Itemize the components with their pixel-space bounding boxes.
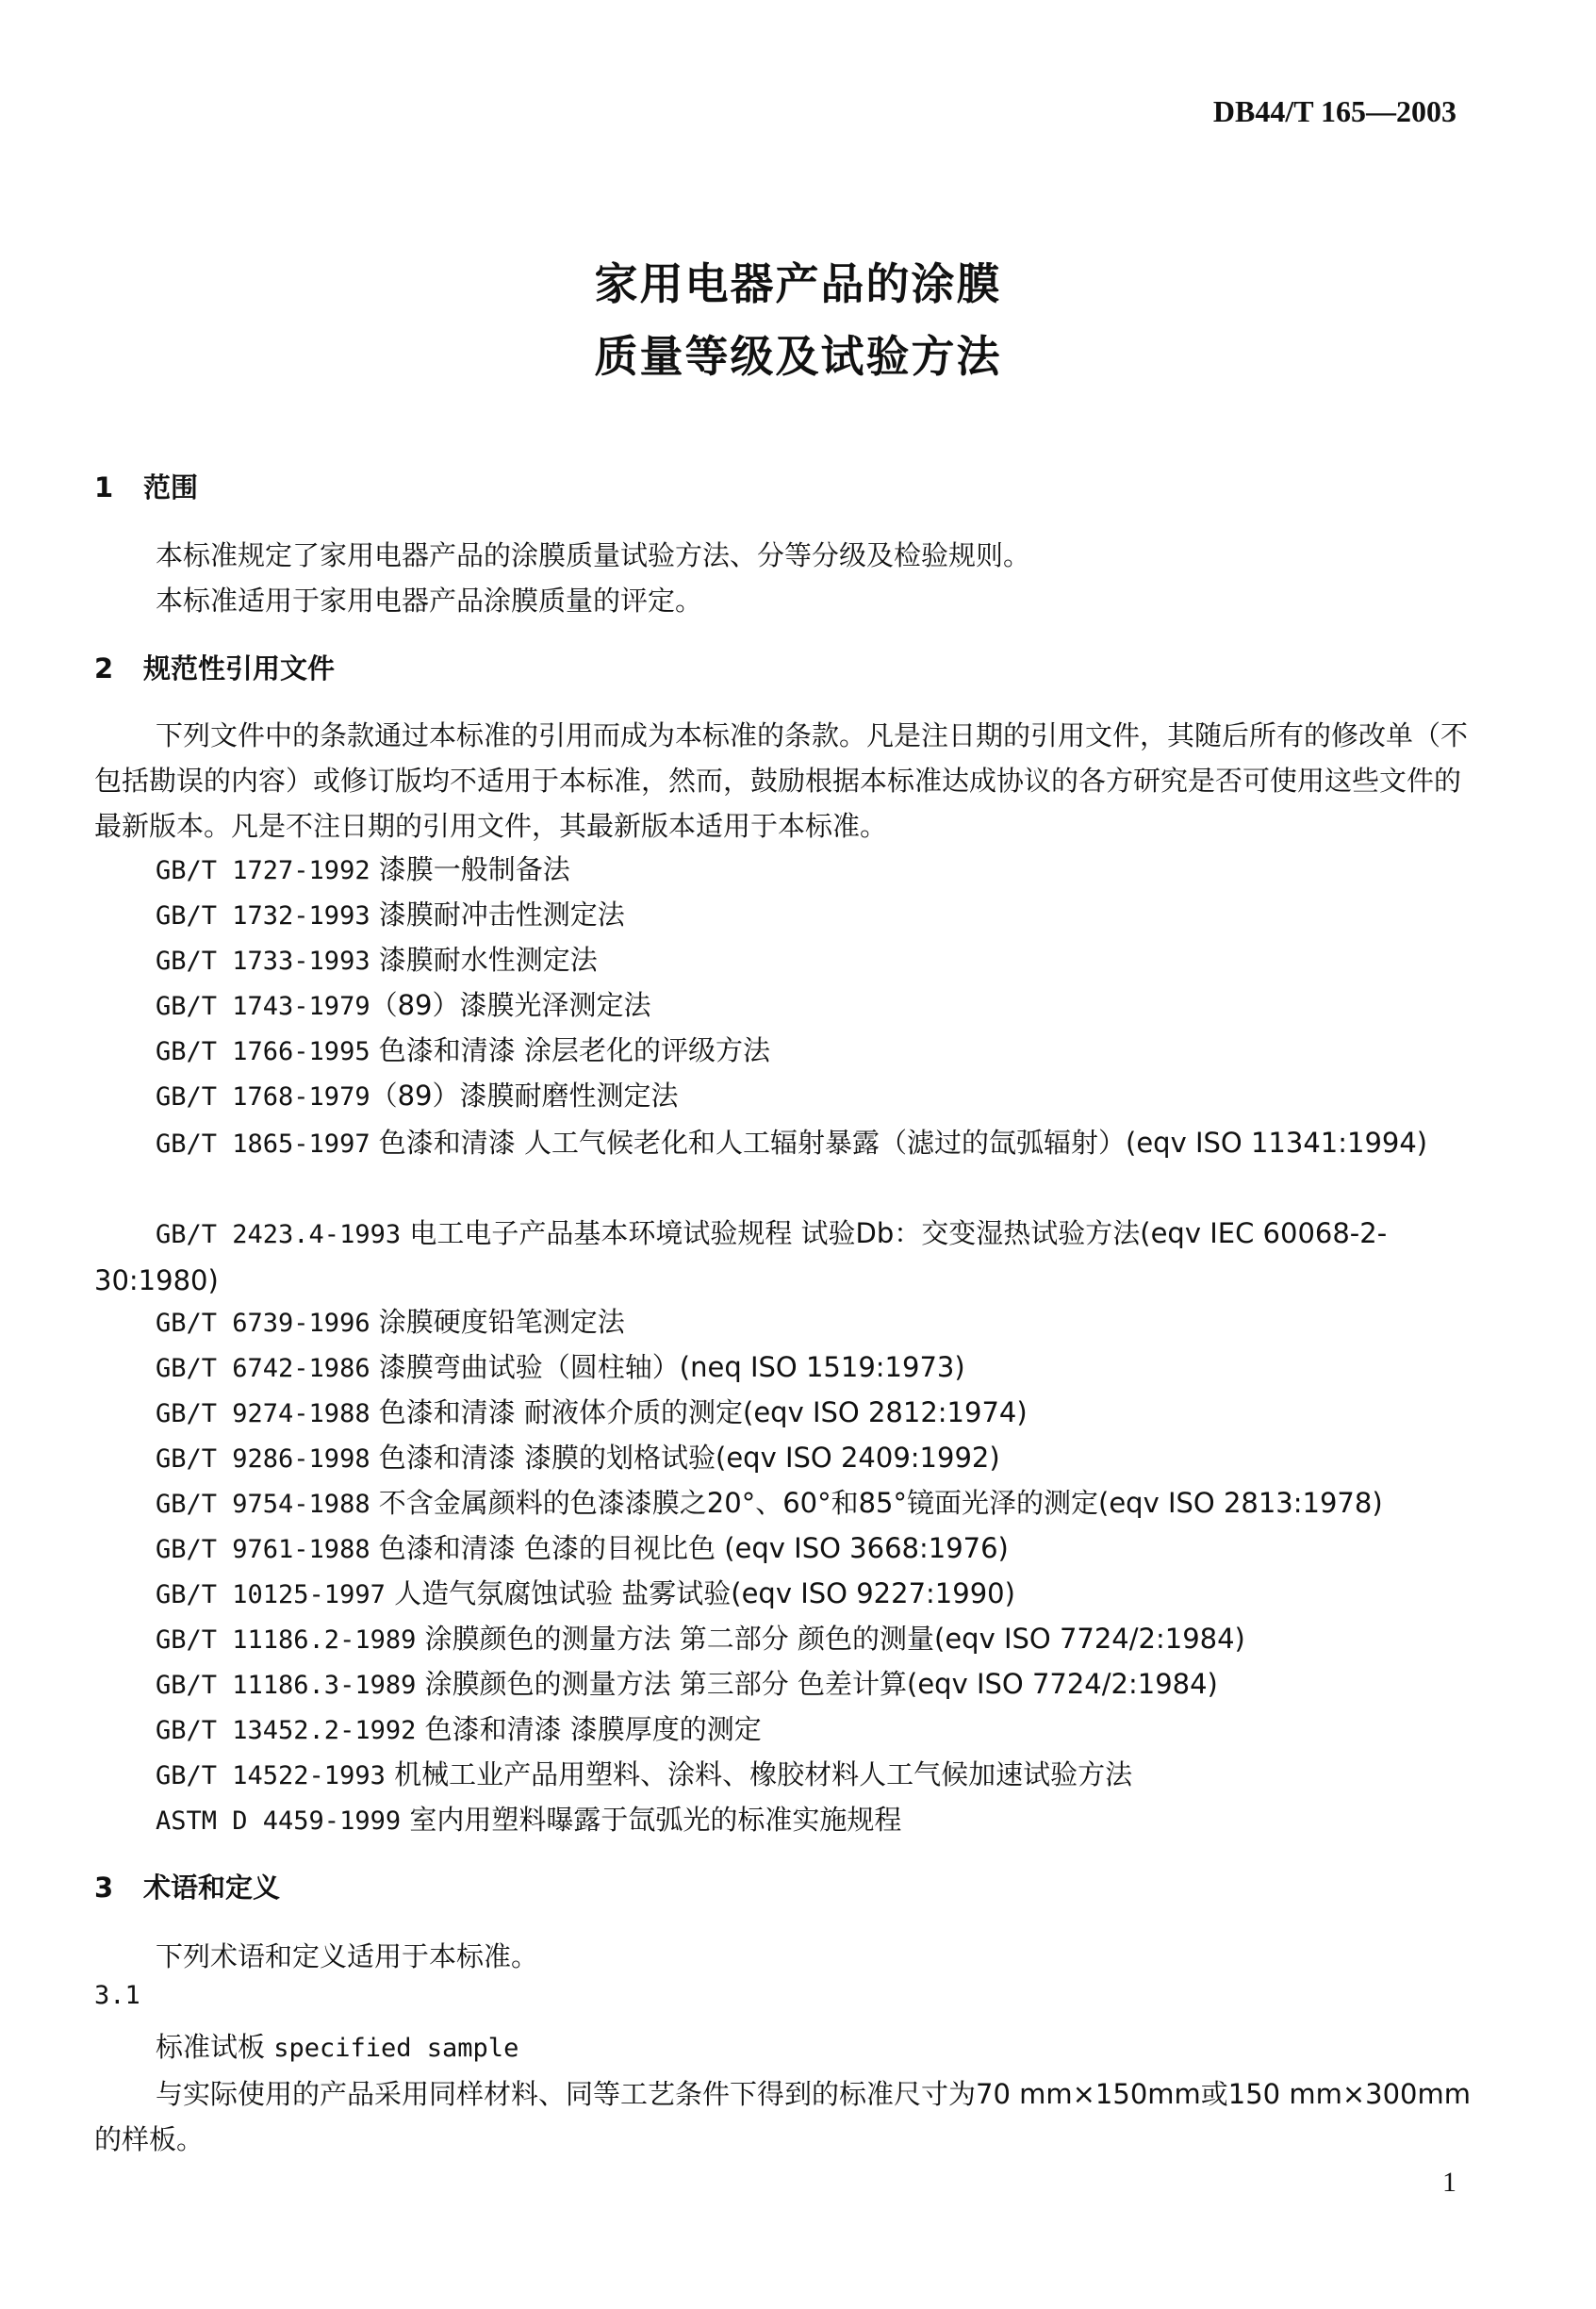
reference-code: GB/T 9761-1988: [156, 1535, 370, 1564]
reference-title: 色漆和清漆 耐液体介质的测定(eqv ISO 2812:1974): [378, 1396, 1028, 1428]
section-title: 范围: [143, 471, 199, 503]
reference-title: 色漆和清漆 漆膜厚度的测定: [424, 1713, 762, 1745]
section-1-para-2: 本标准适用于家用电器产品涂膜质量的评定。: [156, 585, 703, 617]
section-number: 3: [94, 1872, 114, 1904]
section-1-heading: [94, 467, 198, 505]
reference-item: [156, 1030, 770, 1068]
section-3-intro: 下列术语和定义适用于本标准。: [156, 1940, 539, 1972]
reference-item: [156, 1346, 965, 1385]
reference-code: GB/T 6742-1986: [156, 1354, 370, 1383]
reference-code: GB/T 1865-1997: [156, 1130, 370, 1159]
page-number: 1: [1442, 2167, 1456, 2198]
subsection-number: 3.1: [94, 1981, 140, 2010]
title-line-1: 家用电器产品的涂膜: [594, 258, 1002, 309]
reference-title: 不含金属颜料的色漆漆膜之20°、60°和85°镜面光泽的测定(eqv ISO 2813:1978): [378, 1487, 1383, 1519]
reference-title: 机械工业产品用塑料、涂料、橡胶材料人工气候加速试验方法: [394, 1758, 1133, 1790]
reference-item: [156, 1482, 1383, 1521]
reference-title: 人造气氛腐蚀试验 盐雾试验(eqv ISO 9227:1990): [394, 1577, 1015, 1609]
reference-code: GB/T 13452.2-1992: [156, 1716, 417, 1745]
reference-item: [156, 1301, 625, 1340]
reference-item: [156, 1708, 762, 1747]
reference-title: 涂膜硬度铅笔测定法: [378, 1306, 625, 1338]
reference-code: GB/T 1727-1992: [156, 856, 370, 885]
section-2-intro: 下列文件中的条款通过本标准的引用而成为本标准的条款。凡是注日期的引用文件，其随后所有的修改单（不包括勘误的内容）或修订版均不适用于本标准，然而，鼓励根据本标准达成协议的各方研究是否可使用这些文件的最新版本。凡是不注日期的引用文件，其最新版本适用于本标准。: [94, 719, 1469, 842]
reference-code: GB/T 11186.2-1989: [156, 1625, 417, 1655]
title-line-2: 质量等级及试验方法: [594, 331, 1002, 382]
document-id: DB44/T 165—2003: [1212, 94, 1456, 128]
reference-title: 色漆和清漆 人工气候老化和人工辐射暴露（滤过的氙弧辐射）(eqv ISO 11341:1994): [378, 1127, 1428, 1159]
reference-title: 色漆和清漆 漆膜的划格试验(eqv ISO 2409:1992): [378, 1442, 1000, 1474]
reference-code: GB/T 1766-1995: [156, 1037, 370, 1066]
reference-code: GB/T 1743-1979: [156, 992, 370, 1021]
reference-code: GB/T 9286-1998: [156, 1444, 370, 1474]
reference-code: GB/T 2423.4-1993: [156, 1220, 402, 1249]
reference-title: 电工电子产品基本环境试验规程 试验Db：交变湿热试验方法(eqv IEC 60068-2-30:1980): [94, 1217, 1388, 1296]
reference-title: 涂膜颜色的测量方法 第二部分 颜色的测量(eqv ISO 7724/2:1984): [424, 1623, 1245, 1655]
reference-item: [156, 1618, 1245, 1657]
reference-item: [156, 894, 625, 932]
reference-title: 漆膜耐水性测定法: [378, 944, 598, 976]
reference-code: GB/T 9754-1988: [156, 1490, 370, 1519]
reference-item: [156, 1754, 1132, 1792]
reference-item: [94, 1211, 1480, 1303]
reference-code: GB/T 14522-1993: [156, 1761, 386, 1790]
reference-item: [156, 984, 650, 1023]
reference-code: GB/T 1768-1979: [156, 1082, 370, 1112]
reference-item: [156, 849, 570, 887]
section-title: 术语和定义: [143, 1872, 281, 1904]
reference-code: GB/T 1733-1993: [156, 947, 370, 976]
reference-item: [94, 1120, 1480, 1167]
reference-item: [156, 1663, 1218, 1702]
section-number: 1: [94, 471, 114, 503]
term-english: specified sample: [273, 2034, 519, 2063]
section-2-heading: [94, 648, 335, 686]
reference-title: （89）漆膜耐磨性测定法: [370, 1080, 679, 1112]
reference-item: [156, 1392, 1028, 1430]
reference-title: 色漆和清漆 涂层老化的评级方法: [378, 1034, 771, 1066]
reference-title: 漆膜弯曲试验（圆柱轴）(neq ISO 1519:1973): [378, 1351, 965, 1383]
reference-code: GB/T 10125-1997: [156, 1580, 386, 1609]
reference-item: [156, 1075, 678, 1113]
reference-title: 色漆和清漆 色漆的目视比色 (eqv ISO 3668:1976): [378, 1532, 1009, 1564]
reference-code: GB/T 9274-1988: [156, 1399, 370, 1428]
term-chinese: 标准试板: [156, 2031, 266, 2063]
reference-title: 室内用塑料曝露于氙弧光的标准实施规程: [409, 1804, 902, 1836]
reference-code: GB/T 1732-1993: [156, 901, 370, 931]
section-number: 2: [94, 652, 114, 684]
section-1-para-1: 本标准规定了家用电器产品的涂膜质量试验方法、分等分级及检验规则。: [156, 539, 1031, 571]
reference-item: [156, 1527, 1009, 1566]
section-title: 规范性引用文件: [143, 652, 336, 684]
reference-item: [156, 939, 598, 978]
reference-item: [156, 1799, 901, 1838]
term-entry: [156, 2026, 518, 2065]
reference-item: [156, 1573, 1015, 1611]
reference-code: ASTM D 4459-1999: [156, 1806, 402, 1836]
reference-title: 漆膜一般制备法: [378, 853, 570, 885]
reference-item: [156, 1437, 1000, 1476]
reference-code: GB/T 6739-1996: [156, 1309, 370, 1338]
reference-title: （89）漆膜光泽测定法: [370, 989, 651, 1021]
term-definition: 与实际使用的产品采用同样材料、同等工艺条件下得到的标准尺寸为70 mm×150mm或150 mm×300mm的样板。: [94, 2078, 1471, 2155]
reference-title: 漆膜耐冲击性测定法: [378, 899, 625, 931]
reference-title: 涂膜颜色的测量方法 第三部分 色差计算(eqv ISO 7724/2:1984): [424, 1668, 1218, 1700]
section-3-heading: [94, 1867, 280, 1905]
reference-code: GB/T 11186.3-1989: [156, 1671, 417, 1700]
